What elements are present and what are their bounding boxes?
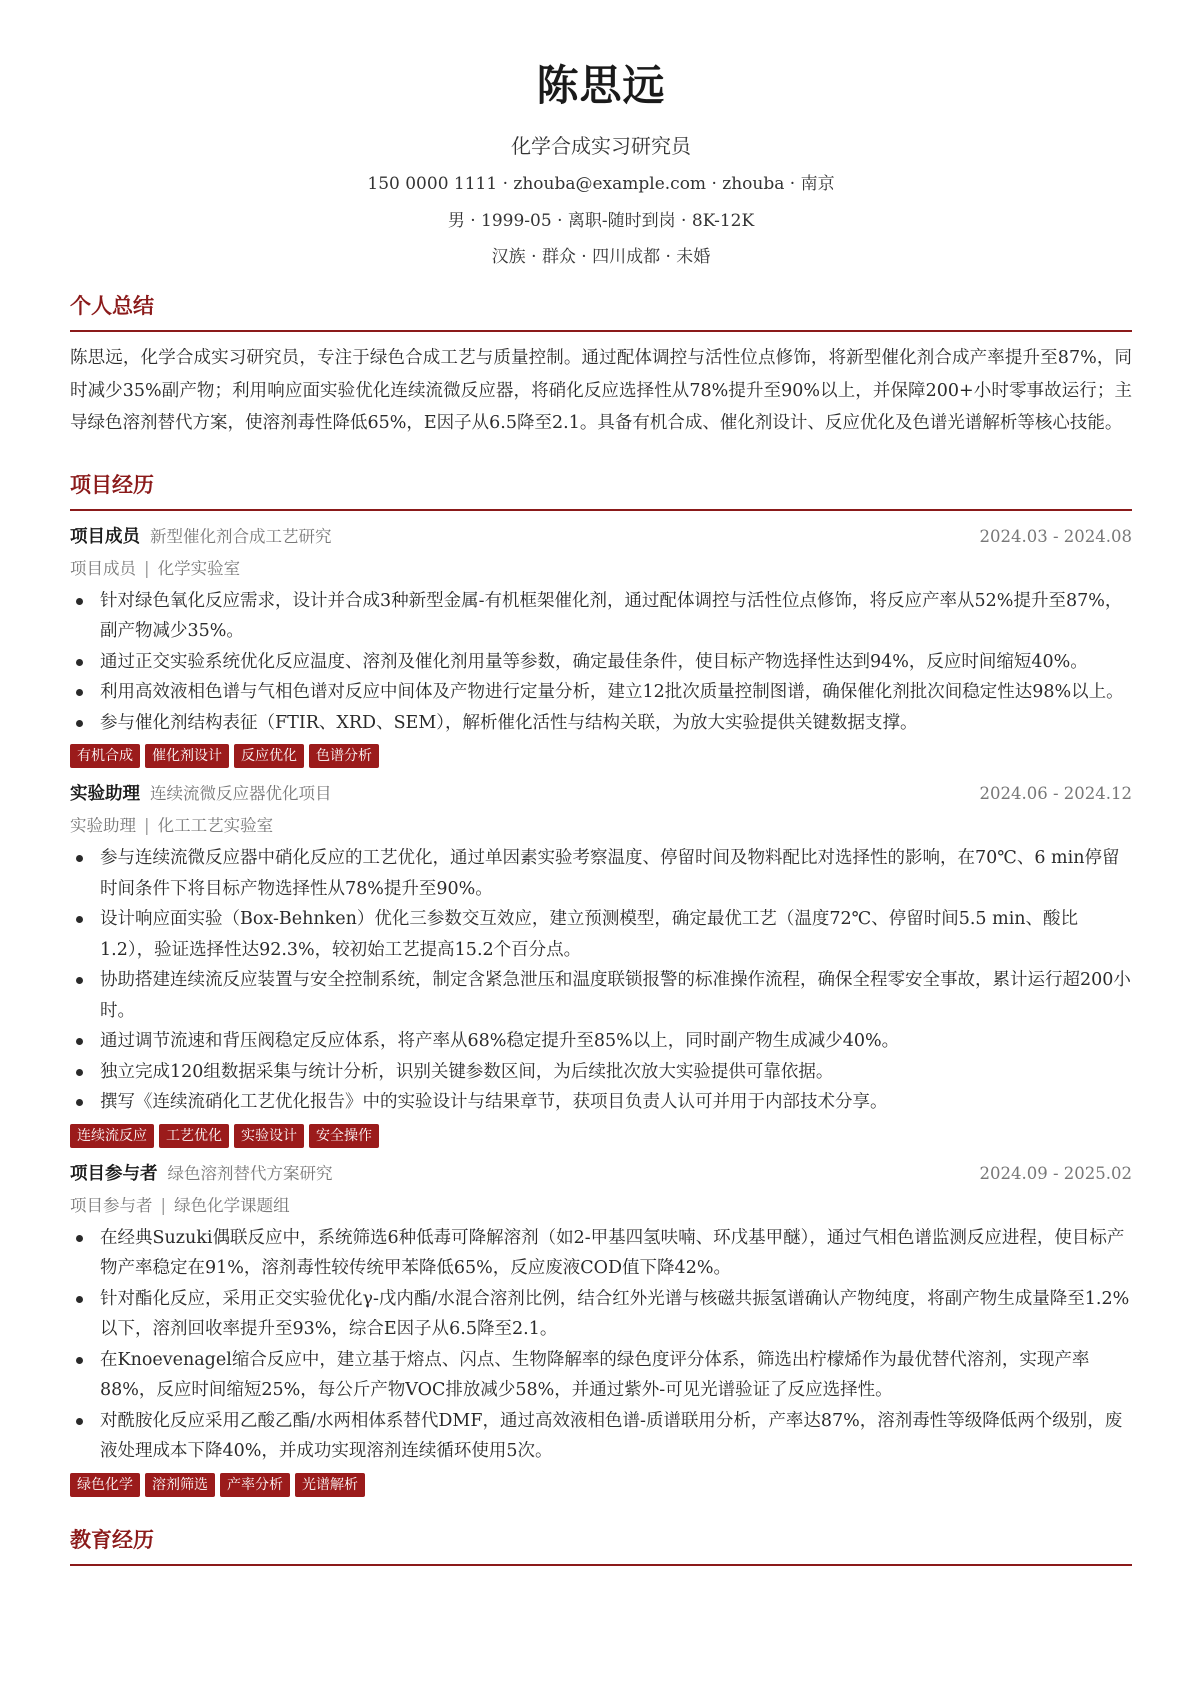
skill-tag: 反应优化 bbox=[234, 744, 304, 768]
separator: | bbox=[160, 1195, 167, 1215]
bullet-dot-icon bbox=[76, 1235, 83, 1242]
entry-org: 绿色化学课题组 bbox=[174, 1195, 290, 1215]
entry-role: 项目参与者 bbox=[70, 1163, 158, 1184]
bullet-item bbox=[70, 1345, 1132, 1406]
bullet-item bbox=[70, 708, 1132, 739]
entry-heading bbox=[70, 524, 1132, 550]
entry-subline bbox=[70, 556, 1132, 582]
bullet-item bbox=[70, 1087, 1132, 1118]
skill-tag: 有机合成 bbox=[70, 744, 140, 768]
entry-bullets bbox=[70, 843, 1132, 1118]
entry-heading bbox=[70, 781, 1132, 807]
bullet-dot-icon bbox=[76, 1099, 83, 1106]
skill-tag: 工艺优化 bbox=[159, 1124, 229, 1148]
bullet-dot-icon bbox=[76, 1038, 83, 1045]
contact-line: 150 0000 1111 · zhouba@example.com · zhouba · 南京 bbox=[367, 174, 835, 194]
bullet-dot-icon bbox=[76, 720, 83, 727]
entry-project-name: 绿色溶剂替代方案研究 bbox=[167, 1163, 333, 1183]
project-entry bbox=[70, 1161, 1132, 1497]
bullet-text: 在经典Suzuki偶联反应中，系统筛选6种低毒可降解溶剂（如2-甲基四氢呋喃、环戊基甲醚），通过气相色谱监测反应进程，使目标产物产率稳定在91%，溶剂毒性较传统甲苯降低65%，反应废液COD值下降42%。 bbox=[100, 1227, 1125, 1278]
entry-date: 2024.03 - 2024.08 bbox=[979, 526, 1132, 546]
entry-subline bbox=[70, 1193, 1132, 1219]
entry-bullets bbox=[70, 1223, 1132, 1467]
resume-header bbox=[70, 0, 1132, 269]
entry-date: 2024.09 - 2025.02 bbox=[979, 1163, 1132, 1183]
bullet-item bbox=[70, 1284, 1132, 1345]
entry-bullets bbox=[70, 586, 1132, 739]
bullet-item bbox=[70, 1026, 1132, 1057]
bullet-dot-icon bbox=[76, 689, 83, 696]
bullet-text: 协助搭建连续流反应装置与安全控制系统，制定含紧急泄压和温度联锁报警的标准操作流程，确保全程零安全事故，累计运行超200小时。 bbox=[100, 970, 1131, 1021]
skill-tags bbox=[70, 1473, 1132, 1497]
entry-org: 化工工艺实验室 bbox=[157, 816, 274, 835]
skill-tag: 绿色化学 bbox=[70, 1473, 140, 1497]
skill-tags bbox=[70, 744, 1132, 768]
bullet-text: 通过调节流速和背压阀稳定反应体系，将产率从68%稳定提升至85%以上，同时副产物生成减少40%。 bbox=[100, 1031, 900, 1051]
education-section bbox=[70, 1525, 1132, 1566]
entry-org: 化学实验室 bbox=[157, 558, 241, 578]
bullet-text: 独立完成120组数据采集与统计分析，识别关键参数区间，为后续批次放大实验提供可靠依据。 bbox=[100, 1061, 834, 1082]
separator: | bbox=[144, 816, 150, 835]
entry-date: 2024.06 - 2024.12 bbox=[979, 784, 1132, 803]
bullet-dot-icon bbox=[76, 1418, 83, 1425]
entry-subline bbox=[70, 813, 1132, 839]
entry-role: 项目成员 bbox=[70, 526, 140, 547]
bullet-text: 利用高效液相色谱与气相色谱对反应中间体及产物进行定量分析，建立12批次质量控制图谱，确保催化剂批次间稳定性达98%以上。 bbox=[100, 682, 1124, 702]
skill-tag: 溶剂筛选 bbox=[145, 1473, 215, 1497]
personal-info-line: 男 · 1999-05 · 离职-随时到岗 · 8K-12K bbox=[447, 211, 755, 231]
bullet-item bbox=[70, 647, 1132, 678]
bullet-item bbox=[70, 965, 1132, 1026]
bullet-text: 设计响应面实验（Box-Behnken）优化三参数交互效应，建立预测模型，确定最优工艺（温度72℃、停留时间5.5 min、酸比1.2），验证选择性达92.3%，较初始工艺提高15.2个百分点。 bbox=[100, 909, 1079, 960]
bullet-dot-icon bbox=[76, 977, 83, 984]
entry-sub-role: 实验助理 bbox=[70, 816, 136, 835]
entry-role: 实验助理 bbox=[70, 784, 140, 804]
bullet-dot-icon bbox=[76, 1069, 83, 1076]
skill-tag: 实验设计 bbox=[234, 1124, 304, 1148]
bullet-dot-icon bbox=[76, 855, 83, 862]
bullet-item bbox=[70, 1057, 1132, 1088]
bullet-dot-icon bbox=[76, 1357, 83, 1364]
bullet-text: 在Knoevenagel缩合反应中，建立基于熔点、闪点、生物降解率的绿色度评分体系，筛选出柠檬烯作为最优替代溶剂，实现产率88%，反应时间缩短25%，每公斤产物VOC排放减少58%，并通过紫外-可见光谱验证了反应选择性。 bbox=[100, 1349, 1090, 1400]
summary-section bbox=[70, 291, 1132, 440]
skill-tags bbox=[70, 1124, 1132, 1148]
skill-tag: 光谱解析 bbox=[295, 1473, 365, 1497]
separator: | bbox=[144, 558, 150, 578]
candidate-name: 陈思远 bbox=[536, 61, 666, 110]
bullet-dot-icon bbox=[76, 1296, 83, 1303]
entry-project-name: 连续流微反应器优化项目 bbox=[150, 784, 332, 803]
projects-section bbox=[70, 470, 1132, 1497]
entry-sub-role: 项目成员 bbox=[70, 558, 136, 578]
bullet-item bbox=[70, 843, 1132, 904]
bullet-item bbox=[70, 904, 1132, 965]
entry-sub-role: 项目参与者 bbox=[70, 1195, 153, 1215]
bullet-item bbox=[70, 1223, 1132, 1284]
section-title-summary: 个人总结 bbox=[70, 291, 1132, 332]
skill-tag: 连续流反应 bbox=[70, 1124, 154, 1148]
bullet-text: 参与连续流微反应器中硝化反应的工艺优化，通过单因素实验考察温度、停留时间及物料配比对选择性的影响，在70℃、6 min停留时间条件下将目标产物选择性从78%提升至90%。 bbox=[100, 848, 1120, 899]
bullet-text: 针对绿色氧化反应需求，设计并合成3种新型金属-有机框架催化剂，通过配体调控与活性位点修饰，将反应产率从52%提升至87%，副产物减少35%。 bbox=[100, 590, 1123, 641]
project-entry bbox=[70, 524, 1132, 769]
bullet-text: 撰写《连续流硝化工艺优化报告》中的实验设计与结果章节，获项目负责人认可并用于内部技术分享。 bbox=[100, 1092, 888, 1112]
summary-text: 陈思远，化学合成实习研究员，专注于绿色合成工艺与质量控制。通过配体调控与活性位点修饰，将新型催化剂合成产率提升至87%，同时减少35%副产物；利用响应面实验优化连续流微反应器，将硝化反应选择性从78%提升至90%以上，并保障200+小时零事故运行；主导绿色溶剂替代方案，使溶剂毒性降低65%，E因子从6.5降至2.1。具备有机合成、催化剂设计、反应优化及色谱光谱解析等核心技能。 bbox=[70, 348, 1132, 433]
bullet-dot-icon bbox=[76, 598, 83, 605]
bullet-item bbox=[70, 677, 1132, 708]
project-entry bbox=[70, 781, 1132, 1148]
bullet-dot-icon bbox=[76, 916, 83, 923]
bullet-text: 针对酯化反应，采用正交实验优化γ-戊内酯/水混合溶剂比例，结合红外光谱与核磁共振氢谱确认产物纯度，将副产物生成量降至1.2%以下，溶剂回收率提升至93%，综合E因子从6.5降至2.1。 bbox=[100, 1288, 1130, 1339]
skill-tag: 催化剂设计 bbox=[145, 744, 229, 768]
bullet-text: 对酰胺化反应采用乙酸乙酯/水两相体系替代DMF，通过高效液相色谱-质谱联用分析，产率达87%，溶剂毒性等级降低两个级别，废液处理成本下降40%，并成功实现溶剂连续循环使用5次。 bbox=[100, 1410, 1123, 1461]
skill-tag: 安全操作 bbox=[309, 1124, 379, 1148]
background-info-line: 汉族 · 群众 · 四川成都 · 未婚 bbox=[491, 247, 711, 267]
bullet-item bbox=[70, 1406, 1132, 1467]
skill-tag: 产率分析 bbox=[220, 1473, 290, 1497]
entry-project-name: 新型催化剂合成工艺研究 bbox=[150, 526, 332, 546]
section-title-education: 教育经历 bbox=[70, 1525, 1132, 1566]
bullet-text: 参与催化剂结构表征（FTIR、XRD、SEM），解析催化活性与结构关联，为放大实验提供关键数据支撑。 bbox=[100, 712, 918, 733]
bullet-item bbox=[70, 586, 1132, 647]
skill-tag: 色谱分析 bbox=[309, 744, 379, 768]
bullet-text: 通过正交实验系统优化反应温度、溶剂及催化剂用量等参数，确定最佳条件，使目标产物选择性达到94%，反应时间缩短40%。 bbox=[100, 651, 1088, 672]
section-title-projects: 项目经历 bbox=[70, 470, 1132, 511]
job-title: 化学合成实习研究员 bbox=[511, 134, 691, 158]
entry-heading bbox=[70, 1161, 1132, 1187]
bullet-dot-icon bbox=[76, 659, 83, 666]
